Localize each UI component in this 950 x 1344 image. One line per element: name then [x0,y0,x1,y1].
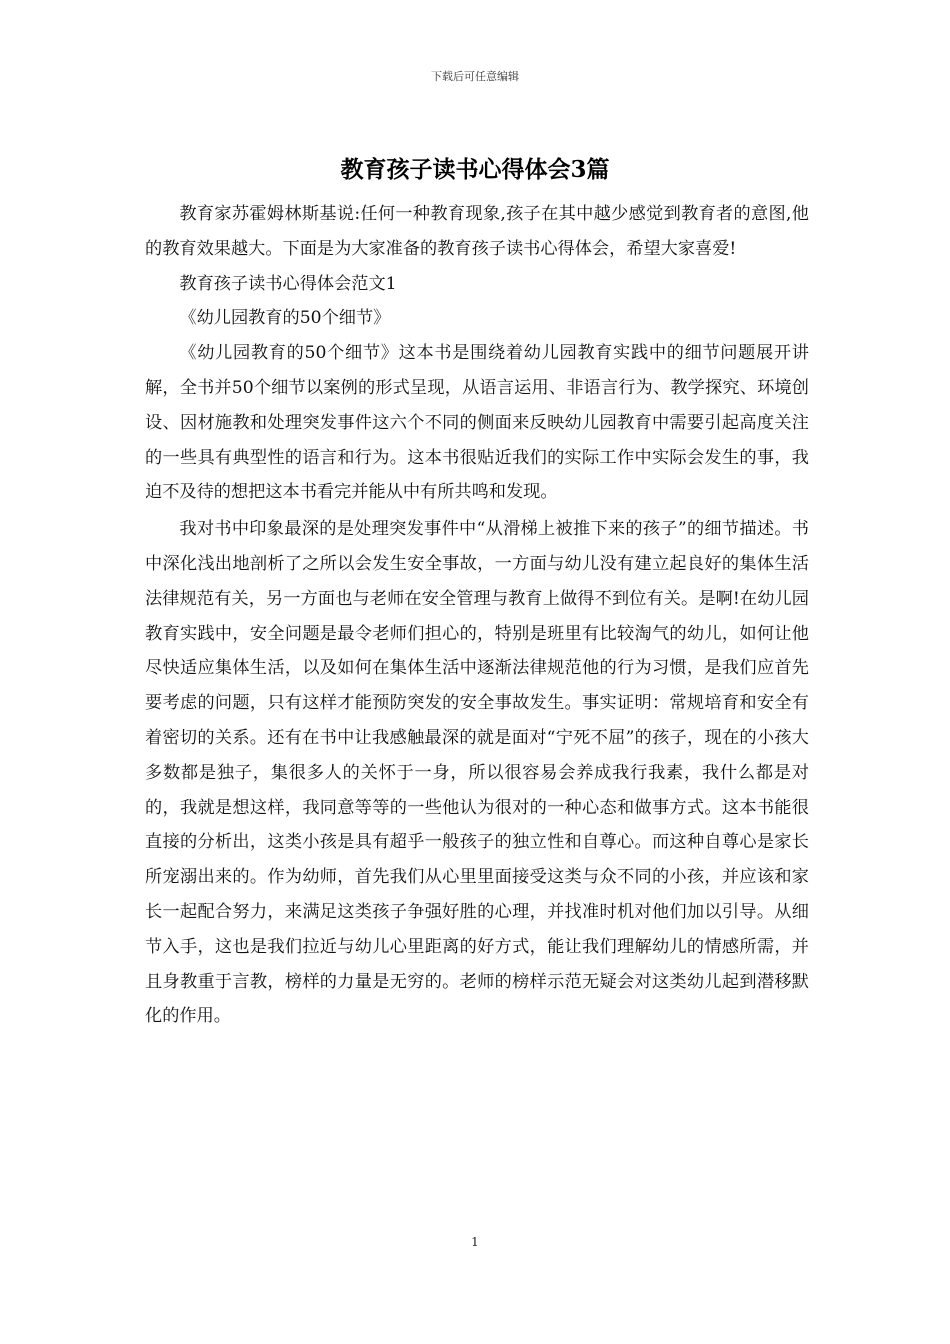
document-title: 教育孩子读书心得体会3篇 [340,156,610,183]
intro-paragraph: 教育家苏霍姆林斯基说:任何一种教育现象,孩子在其中越少感觉到教育者的意图,他的教育效果越大。下面是为大家准备的教育孩子读书心得体会，希望大家喜爱! [145,204,809,259]
page-header: 下载后可任意编辑 [431,70,519,83]
section-heading: 教育孩子读书心得体会范文1 [179,273,397,294]
page-number: 1 [471,1235,479,1249]
book-title: 《幼儿园教育的50个细节》 [179,308,391,329]
document-body [145,197,809,1034]
body-paragraph: 《幼儿园教育的50个细节》这本书是围绕着幼儿园教育实践中的细节问题展开讲解，全书并50个细节以案例的形式呈现，从语言运用、非语言行为、教学探究、环境创设、因材施教和处理突发事件这六个不同的侧面来反映幼儿园教育中需要引起高度关注的一些具有典型性的语言和行为。这本书很贴近我们的实际工作中实际会发生的事，我迫不及待的想把这本书看完并能从中有所共鸣和发现。 [145,343,809,503]
body-paragraph: 我对书中印象最深的是处理突发事件中“从滑梯上被推下来的孩子”的细节描述。书中深化浅出地剖析了之所以会发生安全事故，一方面与幼儿没有建立起良好的集体生活法律规范有关，另一方面也与老师在安全管理与教育上做得不到位有关。是啊!在幼儿园教育实践中，安全问题是最令老师们担心的，特别是班里有比较淘气的幼儿，如何让他尽快适应集体生活，以及如何在集体生活中逐渐法律规范他的行为习惯，是我们应首先要考虑的问题，只有这样才能预防突发的安全事故发生。事实证明：常规培育和安全有着密切的关系。还有在书中让我感触最深的就是面对“宁死不屈”的孩子，现在的小孩大多数都是独子，集很多人的关怀于一身，所以很容易会养成我行我素，我什么都是对的，我就是想这样，我同意等等的一些他认为很对的一种心态和做事方式。这本书能很直接的分析出，这类小孩是具有超乎一般孩子的独立性和自尊心。而这种自尊心是家长所宠溺出来的。作为幼师，首先我们从心里里面接受这类与众不同的小孩，并应该和家长一起配合努力，来满足这类孩子争强好胜的心理，并找准时机对他们加以引导。从细节入手，这也是我们拉近与幼儿心里距离的好方式，能让我们理解幼儿的情感所需，并且身教重于言教，榜样的力量是无穷的。老师的榜样示范无疑会对这类幼儿起到潜移默化的作用。 [145,519,809,1027]
